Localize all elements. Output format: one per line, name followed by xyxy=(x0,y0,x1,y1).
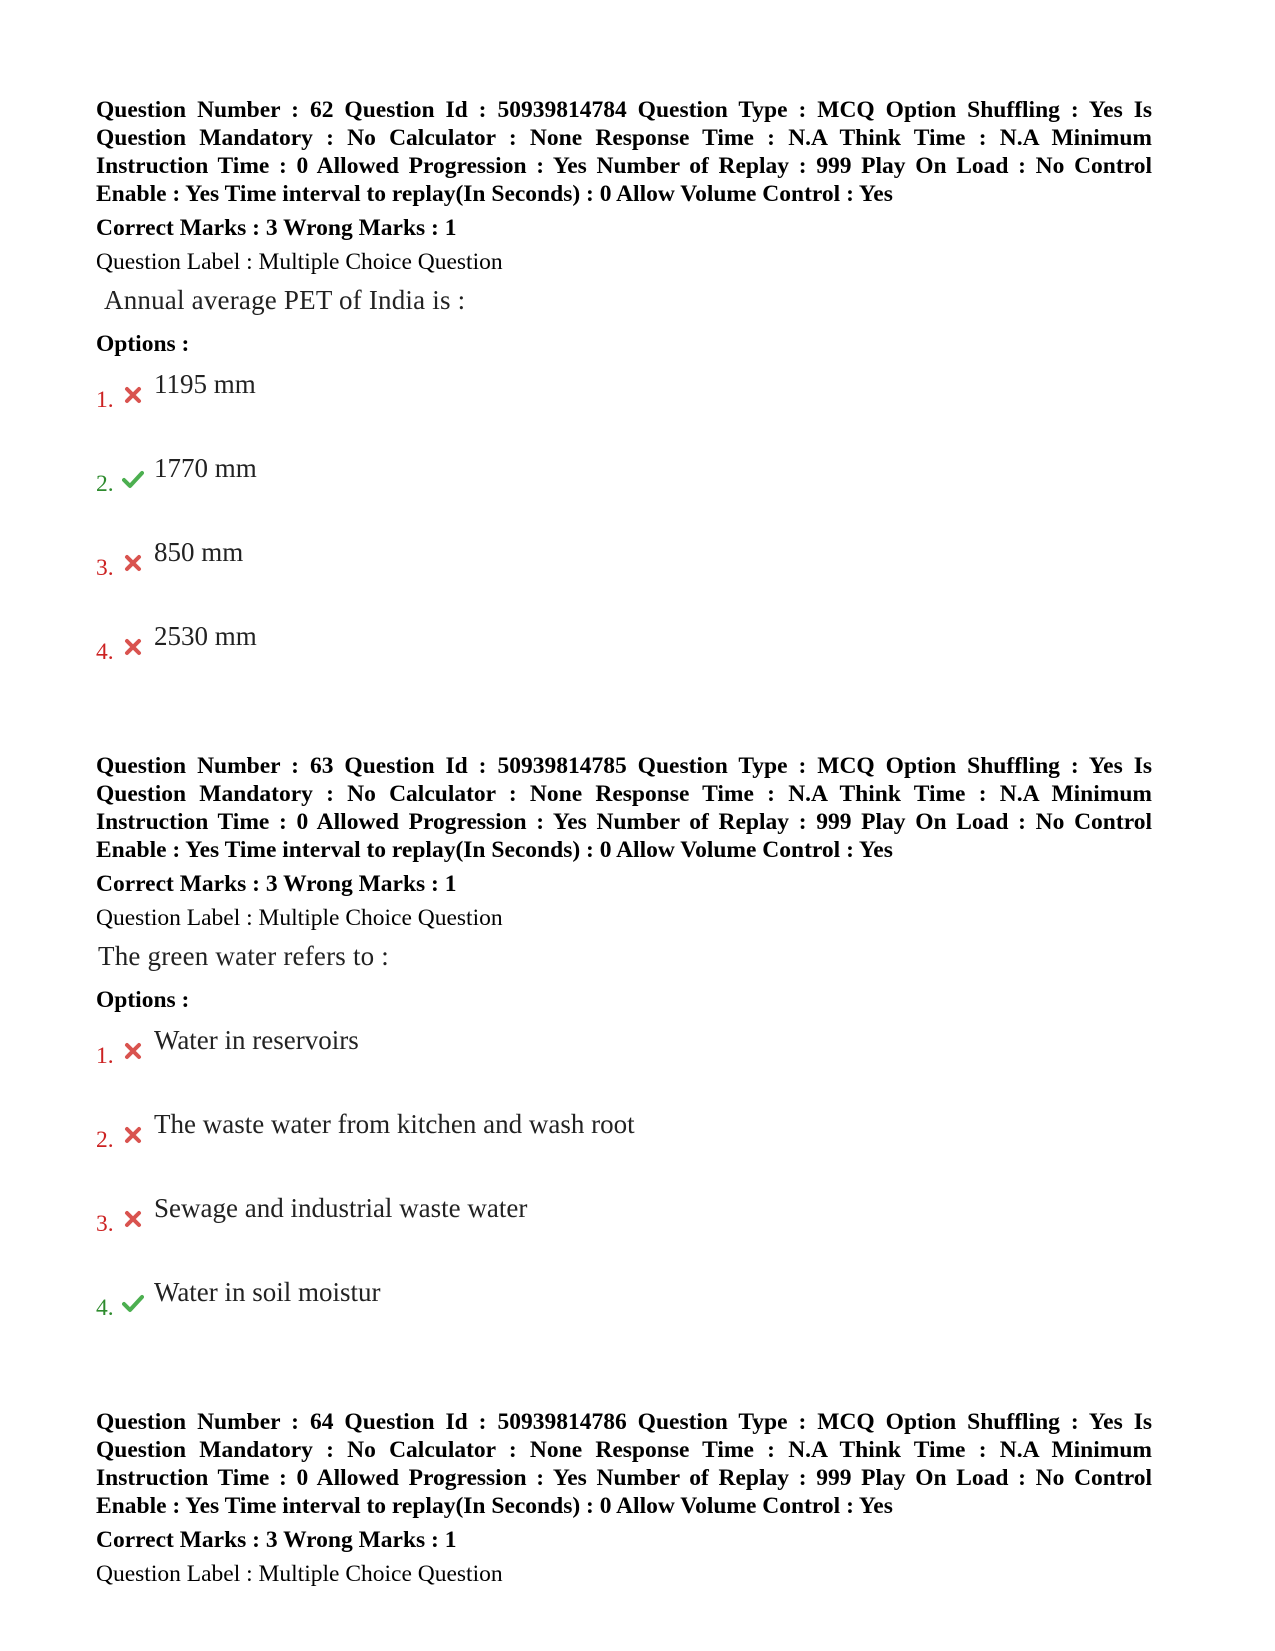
option-number: 4. xyxy=(96,1295,114,1321)
option-number: 1. xyxy=(96,387,114,413)
option-text: 1770 mm xyxy=(154,453,257,483)
option-4 xyxy=(96,1276,1196,1360)
question-label: Question Label : Multiple Choice Question xyxy=(96,1561,503,1587)
question-64 xyxy=(96,1408,1196,1588)
cross-mark-icon xyxy=(122,636,144,658)
option-2 xyxy=(96,452,1196,536)
question-label: Question Label : Multiple Choice Question xyxy=(96,249,503,275)
option-text: 1195 mm xyxy=(154,369,256,399)
options-heading: Options : xyxy=(96,331,190,357)
option-text: 850 mm xyxy=(154,537,244,567)
question-63 xyxy=(96,752,1196,1360)
option-1 xyxy=(96,368,1196,452)
check-mark-icon xyxy=(122,468,144,490)
option-3 xyxy=(96,1192,1196,1276)
option-number: 3. xyxy=(96,1211,114,1237)
question-text: Annual average PET of India is : xyxy=(104,285,466,315)
question-label: Question Label : Multiple Choice Question xyxy=(96,905,503,931)
cross-mark-icon xyxy=(122,1040,144,1062)
question-marks: Correct Marks : 3 Wrong Marks : 1 xyxy=(96,215,457,241)
option-2 xyxy=(96,1108,1196,1192)
option-number: 3. xyxy=(96,555,114,581)
option-number: 2. xyxy=(96,1127,114,1153)
option-number: 1. xyxy=(96,1043,114,1069)
question-marks: Correct Marks : 3 Wrong Marks : 1 xyxy=(96,1527,457,1553)
question-meta: Question Number : 63 Question Id : 50939814785 Question Type : MCQ Option Shuffling : Yes Is Question Mandatory : No Calculator : None Response Time : N.A Think Time : N.A Minimum Instruction Time : 0 Allowed Progression : Yes Number of Replay : 999 Play On Load : No Control Enable : Yes Time interval to replay(In Seconds) : 0 Allow Volume Control : Yes xyxy=(96,753,1152,863)
cross-mark-icon xyxy=(122,1208,144,1230)
option-text: Water in reservoirs xyxy=(154,1025,359,1055)
option-4 xyxy=(96,620,1196,704)
question-62 xyxy=(96,96,1196,704)
option-number: 4. xyxy=(96,639,114,665)
option-text: Sewage and industrial waste water xyxy=(154,1193,528,1223)
cross-mark-icon xyxy=(122,1124,144,1146)
cross-mark-icon xyxy=(122,384,144,406)
option-number: 2. xyxy=(96,471,114,497)
question-meta: Question Number : 62 Question Id : 50939814784 Question Type : MCQ Option Shuffling : Yes Is Question Mandatory : No Calculator : None Response Time : N.A Think Time : N.A Minimum Instruction Time : 0 Allowed Progression : Yes Number of Replay : 999 Play On Load : No Control Enable : Yes Time interval to replay(In Seconds) : 0 Allow Volume Control : Yes xyxy=(96,97,1152,207)
options-heading: Options : xyxy=(96,987,190,1013)
option-3 xyxy=(96,536,1196,620)
option-text: 2530 mm xyxy=(154,621,257,651)
question-text: The green water refers to : xyxy=(98,941,389,971)
option-text: The waste water from kitchen and wash root xyxy=(154,1109,635,1139)
cross-mark-icon xyxy=(122,552,144,574)
option-text: Water in soil moistur xyxy=(154,1277,381,1307)
question-marks: Correct Marks : 3 Wrong Marks : 1 xyxy=(96,871,457,897)
option-1 xyxy=(96,1024,1196,1108)
question-meta: Question Number : 64 Question Id : 50939814786 Question Type : MCQ Option Shuffling : Yes Is Question Mandatory : No Calculator : None Response Time : N.A Think Time : N.A Minimum Instruction Time : 0 Allowed Progression : Yes Number of Replay : 999 Play On Load : No Control Enable : Yes Time interval to replay(In Seconds) : 0 Allow Volume Control : Yes xyxy=(96,1409,1152,1519)
check-mark-icon xyxy=(122,1292,144,1314)
